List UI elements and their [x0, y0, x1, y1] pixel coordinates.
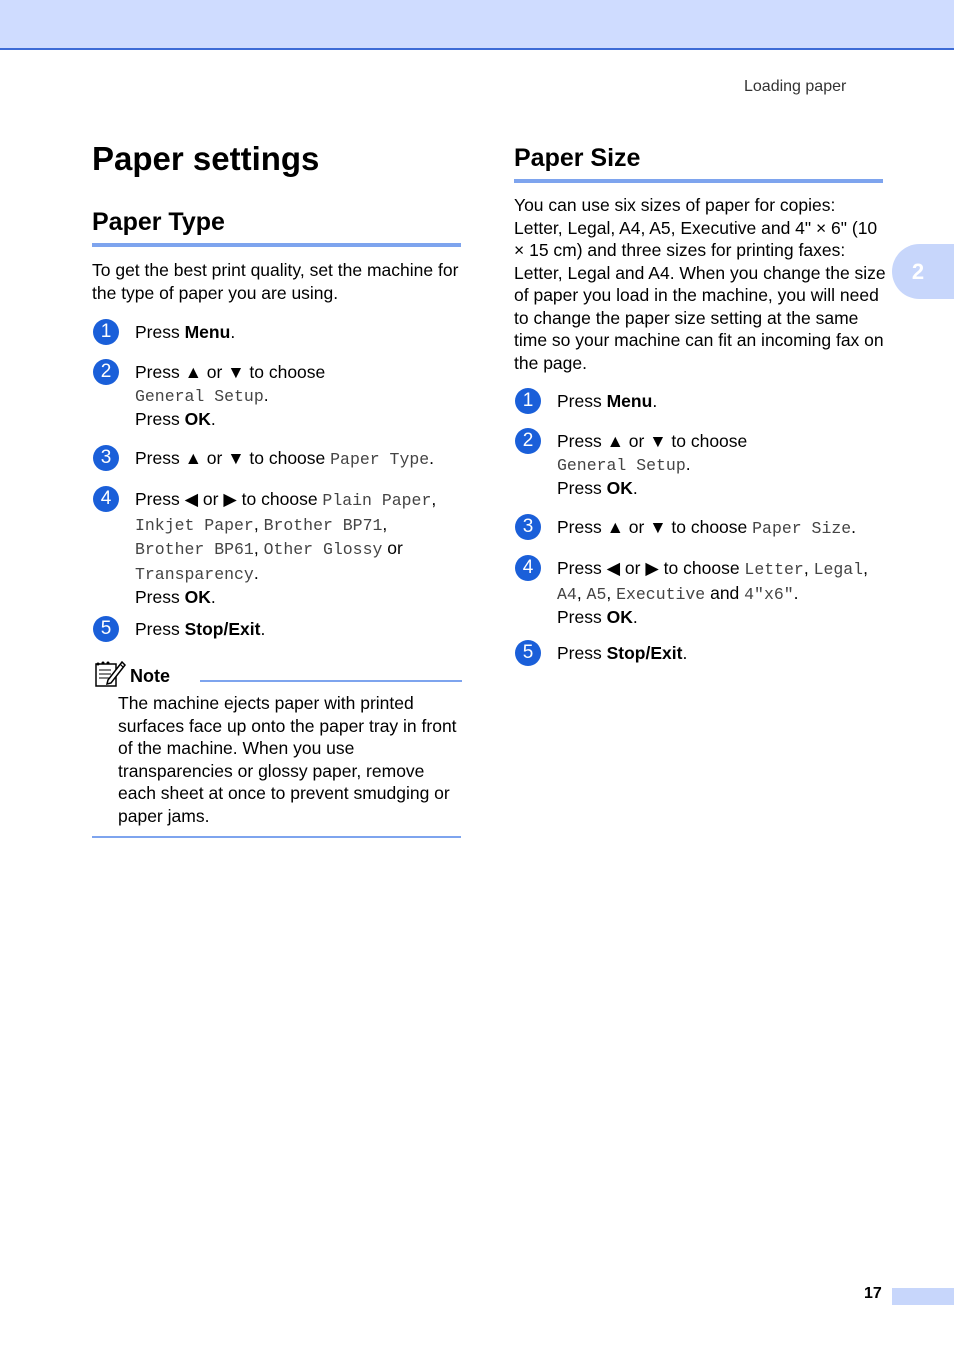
section-heading-paper-size: Paper Size: [514, 144, 883, 183]
step-number-badge: 2: [515, 428, 541, 454]
note-pencil-icon: [94, 658, 126, 688]
step-number-badge: 5: [515, 640, 541, 666]
step-text: Press ▲ or ▼ to choose Paper Size.: [557, 517, 857, 538]
step-menu-option: Executive: [616, 584, 706, 604]
step-menu-option: Paper Type: [330, 450, 430, 469]
step-menu-option: Paper Size: [752, 519, 852, 538]
step-number-badge: 4: [515, 555, 541, 581]
running-head: Loading paper: [744, 78, 847, 95]
paper-size-intro: You can use six sizes of paper for copies: Letter, Legal, A4, A5, Executive and 4" × 6" (10 × 15 cm) and three sizes for printing faxes: Letter, Legal and A4. When you change the size of paper you load in the machine, you will need to change the paper size setting at the same time so your machine can fit an incoming fax on the page.: [514, 195, 886, 373]
step-text: Press Stop/Exit.: [557, 643, 688, 663]
note-title: Note: [130, 666, 170, 686]
step-text: Press ▲ or ▼ to choose Paper Type.: [135, 448, 435, 469]
header-bar: [0, 0, 954, 50]
step-key-label: OK: [184, 587, 211, 607]
step-menu-option: Brother BP71: [263, 515, 383, 535]
step-number-badge: 1: [93, 319, 119, 345]
section-heading-paper-type: Paper Type: [92, 208, 461, 247]
step-number-badge: 3: [93, 445, 119, 471]
step-menu-option: Inkjet Paper: [135, 515, 254, 535]
paper-type-intro: To get the best print quality, set the machine for the type of paper you are using.: [92, 260, 459, 303]
step-menu-option: Legal: [813, 560, 864, 579]
step-menu-option: General Setup: [135, 386, 264, 406]
step-menu-option: 4"x6": [744, 584, 794, 604]
step-menu-option: Transparency: [135, 564, 254, 584]
step-number-badge: 3: [515, 514, 541, 540]
note-bottom-rule: [92, 836, 461, 838]
step-text: Press Stop/Exit.: [135, 619, 266, 639]
step-text: Press ◀ or ▶ to choose Plain Paper, Inkjet Paper, Brother BP71, Brother BP61, Other Glossy or Transparency. Press OK.: [135, 489, 437, 607]
step-number-badge: 5: [93, 616, 119, 642]
step-number-badge: 2: [93, 359, 119, 385]
note-header: [94, 658, 461, 690]
page-number: 17: [864, 1285, 882, 1302]
step-number-badge: 4: [93, 486, 119, 512]
chapter-tab: [892, 244, 954, 299]
step-menu-option: Brother BP61: [135, 540, 254, 559]
step-key-label: Stop/Exit: [606, 643, 683, 663]
step-number-badge: 1: [515, 388, 541, 414]
step-menu-option: A4: [557, 584, 577, 604]
step-text: Press Menu.: [135, 322, 236, 342]
page-title: Paper settings: [92, 140, 320, 177]
chapter-number: 2: [911, 258, 925, 284]
step-key-label: Menu: [184, 322, 231, 342]
step-menu-option: Letter: [744, 560, 804, 579]
step-key-label: OK: [606, 607, 633, 627]
step-key-label: OK: [606, 478, 633, 498]
step-text: Press Menu.: [557, 391, 658, 411]
step-text: Press ▲ or ▼ to choose General Setup. Press OK.: [135, 362, 326, 429]
step-key-label: OK: [184, 409, 211, 429]
step-key-label: Menu: [606, 391, 653, 411]
step-menu-option: A5: [586, 584, 607, 604]
footer-bar: [892, 1288, 954, 1305]
note-rule: [200, 680, 462, 682]
step-menu-option: General Setup: [557, 455, 686, 475]
step-key-label: Stop/Exit: [184, 619, 261, 639]
step-menu-option: Plain Paper: [322, 491, 432, 510]
step-text: Press ◀ or ▶ to choose Letter, Legal, A4, A5, Executive and 4"x6". Press OK.: [557, 558, 868, 627]
step-text: Press ▲ or ▼ to choose General Setup. Press OK.: [557, 431, 748, 498]
step-menu-option: Other Glossy: [263, 540, 383, 559]
note-body: The machine ejects paper with printed surfaces face up onto the paper tray in front of the machine. When you use transparencies or glossy paper, remove each sheet at once to prevent smudging or paper jams.: [118, 693, 457, 826]
